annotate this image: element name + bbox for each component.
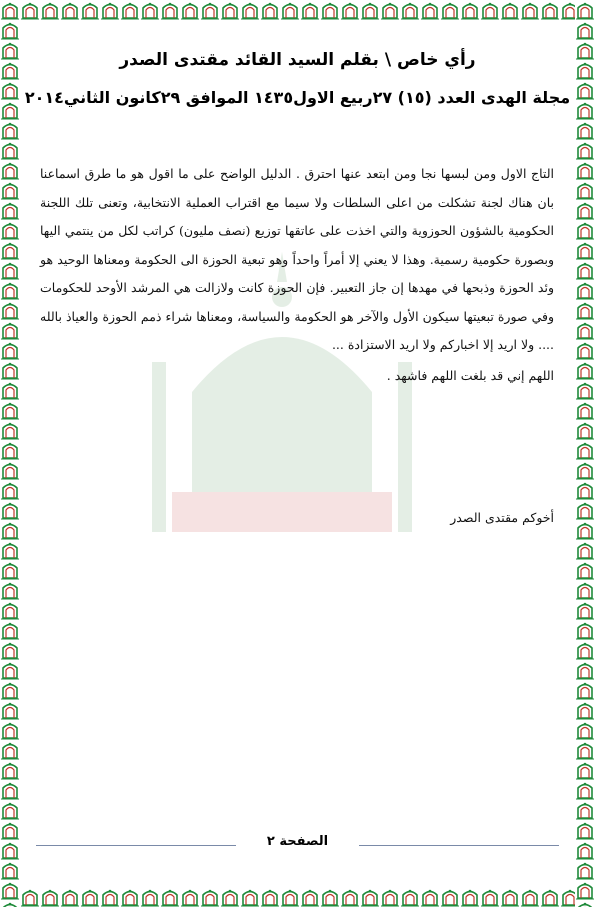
page-number: الصفحة ٢ (266, 834, 329, 849)
footer-divider-left (36, 845, 236, 846)
article-body (40, 160, 554, 390)
right-border-ornament (575, 0, 595, 907)
article-paragraph: التاج الاول ومن لبسها نجا ومن ابتعد عنها احترق . الدليل الواضح على ما اقول هو ما طرق اسماعنا بان هناك لجنة تشكلت من اعلى السلطات ولا سيما مع اقتراب العملية الانتخابية، وتعنى تلك اللجنة الحكومية بالشؤون الحوزوية والتي اخذت على عاتقها توزيع (نصف مليون) كراتب لكل من ينتمي اليها وبصورة حكومية رسمية. وهذا لا يعني إلا أمراً واحداً وهو تبعية الحوزة الى الحكومة ومعناها الوحيد هو وئد الحوزة وذبحها في مهدها إن جاز التعبير. فإن الحوزة كانت ولازالت هي المرشد الأوحد للحكومات وفي صورة تبعيتها سيكون الأول والآخر هو الحكومة والسياسة، ومعناها شراء ذمم الحوزة والعياذ بالله .... ولا اريد إلا اخباركم ولا اريد الاستزادة ... (40, 166, 554, 352)
left-border-ornament (0, 0, 20, 907)
author-signature: أخوكم مقتدى الصدر (450, 510, 554, 525)
page-footer (36, 828, 559, 858)
document-page (22, 22, 573, 885)
bottom-border-ornament (0, 887, 595, 907)
top-border-ornament (0, 0, 595, 20)
article-heading: رأي خاص \ بقلم السيد القائد مقتدى الصدر (119, 50, 476, 70)
closing-prayer: اللهم إني قد بلغت اللهم فاشهد . (386, 367, 554, 383)
footer-divider-right (359, 845, 559, 846)
magazine-issue-line: مجلة الهدى العدد (١٥) ٢٧ربيع الاول١٤٣٥ الموافق ٢٩كانون الثاني٢٠١٤ (24, 88, 571, 107)
